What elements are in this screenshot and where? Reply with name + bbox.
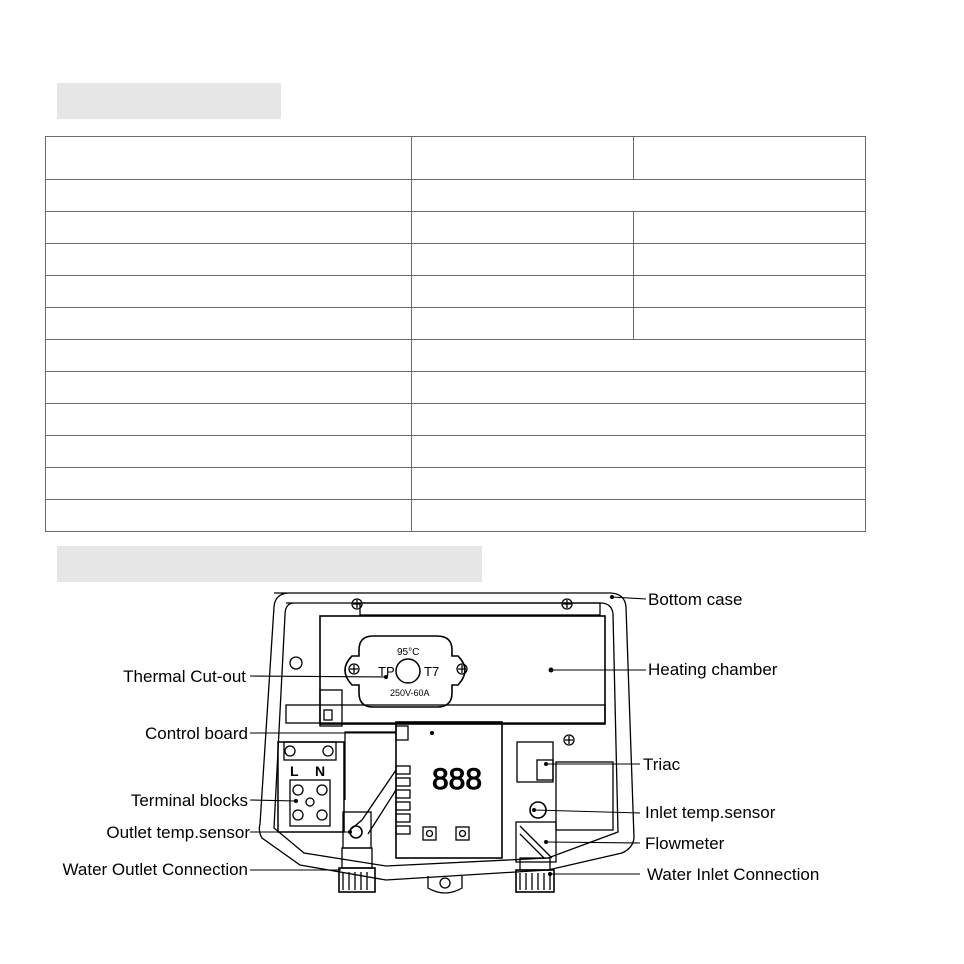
- terminal-bracket: [284, 742, 336, 760]
- thermostat-rating: 250V-60A: [390, 688, 430, 698]
- label-control-board: Control board: [144, 724, 248, 743]
- label-heating-chamber: Heating chamber: [648, 660, 778, 679]
- mount-screw-icon: [290, 657, 302, 669]
- board-pins: [396, 766, 410, 834]
- outlet-sensor-block: [343, 812, 371, 848]
- terminal-live-label: L: [290, 763, 299, 779]
- display-digits: 888: [432, 763, 483, 796]
- triac-bracket: [517, 742, 553, 782]
- label-water-inlet-connection: Water Inlet Connection: [647, 865, 820, 884]
- bottom-case-outline: [259, 593, 634, 880]
- board-button: [423, 827, 436, 840]
- top-bracket: [360, 603, 600, 615]
- water-outlet-pipe: [342, 848, 372, 868]
- thermostat-temp: 95°C: [397, 647, 420, 658]
- left-clip-square: [324, 710, 332, 720]
- thermostat-left-mark: TP: [378, 664, 395, 679]
- wire: [368, 790, 396, 834]
- water-outlet-thread: [339, 868, 375, 892]
- label-flowmeter: Flowmeter: [645, 834, 725, 853]
- thermostat-right-mark: T7: [424, 664, 440, 679]
- terminal-neutral-label: N: [315, 763, 326, 779]
- thermal-cutout-center: [396, 659, 420, 683]
- label-triac: Triac: [643, 755, 681, 774]
- label-bottom-case: Bottom case: [648, 590, 743, 609]
- board-connector: [396, 726, 408, 740]
- label-terminal-blocks: Terminal blocks: [130, 791, 248, 810]
- label-water-outlet-connection: Water Outlet Connection: [62, 860, 248, 879]
- inner-frame: [286, 705, 605, 723]
- label-outlet-temp-sensor: Outlet temp.sensor: [106, 823, 250, 842]
- label-inlet-temp-sensor: Inlet temp.sensor: [645, 803, 776, 822]
- label-thermal-cutout: Thermal Cut-out: [123, 667, 246, 686]
- wire: [345, 732, 396, 800]
- board-button: [456, 827, 469, 840]
- triac-heatsink: [556, 762, 613, 830]
